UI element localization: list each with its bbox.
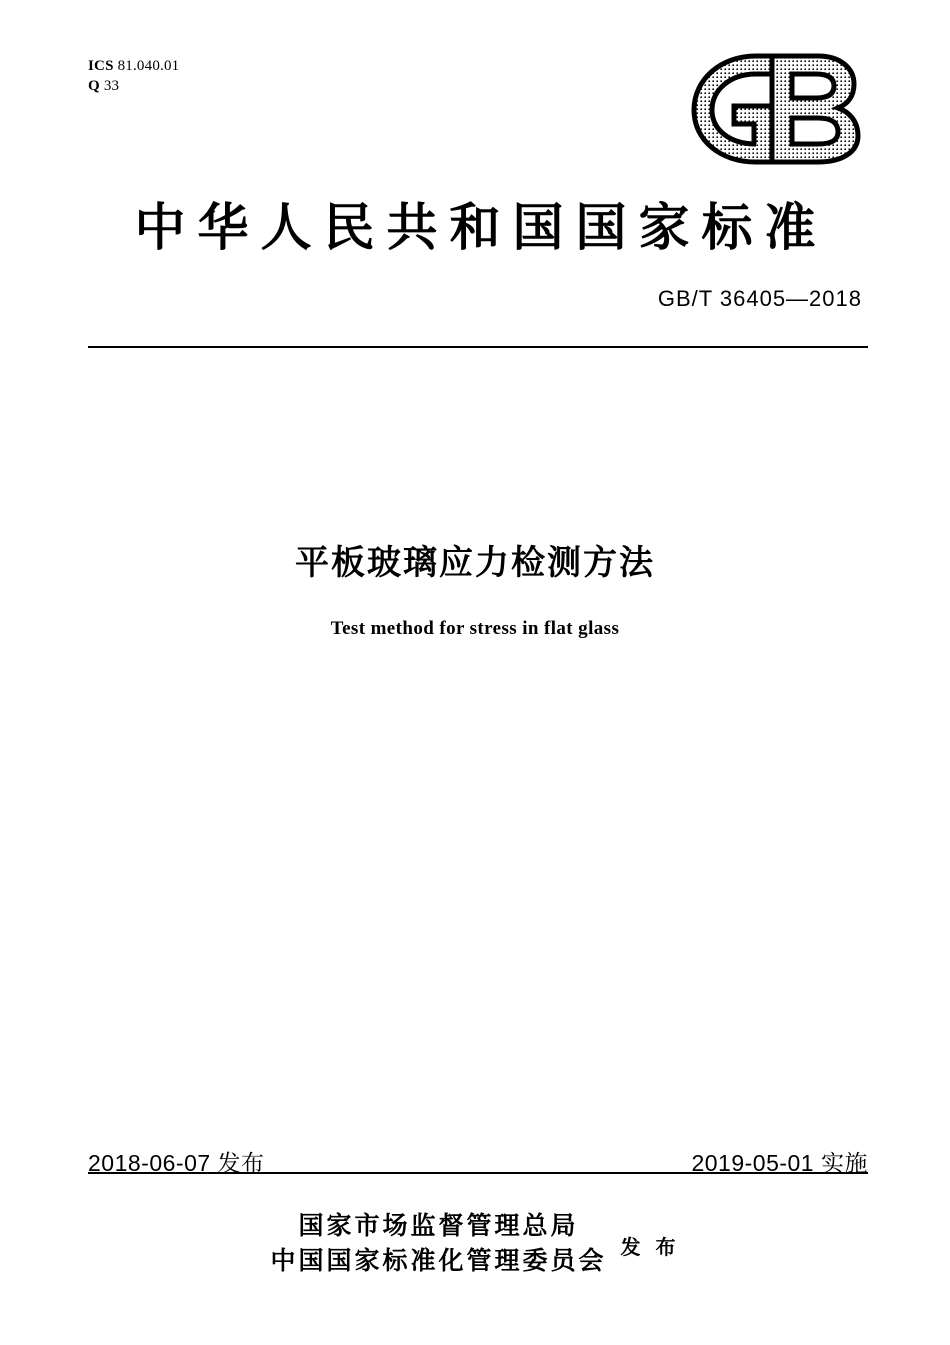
document-title-english: Test method for stress in flat glass bbox=[330, 618, 620, 639]
issuer-names bbox=[271, 1208, 607, 1278]
issuer-line-1: 国家市场监督管理总局 bbox=[298, 1211, 579, 1240]
gb-logo-icon bbox=[668, 48, 868, 168]
ics-value: 81.040.01 bbox=[117, 58, 180, 74]
header-divider bbox=[88, 346, 868, 348]
classification-line bbox=[88, 76, 179, 96]
issue-date: 2018-06-07 发布 bbox=[88, 1150, 265, 1176]
footer-divider bbox=[88, 1172, 868, 1174]
document-title-chinese: 平板玻璃应力检测方法 bbox=[295, 543, 655, 583]
ics-line bbox=[88, 56, 179, 76]
ics-classification-block bbox=[88, 56, 179, 97]
issuing-authority bbox=[0, 1208, 950, 1278]
standard-number: GB/T 36405—2018 bbox=[657, 286, 862, 311]
issuer-line-2: 中国国家标准化管理委员会 bbox=[270, 1246, 607, 1275]
issuer-publish-label: 发 布 bbox=[620, 1234, 680, 1259]
classification-label: Q bbox=[88, 78, 100, 95]
series-title: 中华人民共和国国家标准 bbox=[134, 198, 828, 258]
effective-date: 2019-05-01 实施 bbox=[691, 1150, 868, 1176]
classification-value: 33 bbox=[103, 78, 120, 95]
ics-label: ICS bbox=[88, 58, 114, 74]
